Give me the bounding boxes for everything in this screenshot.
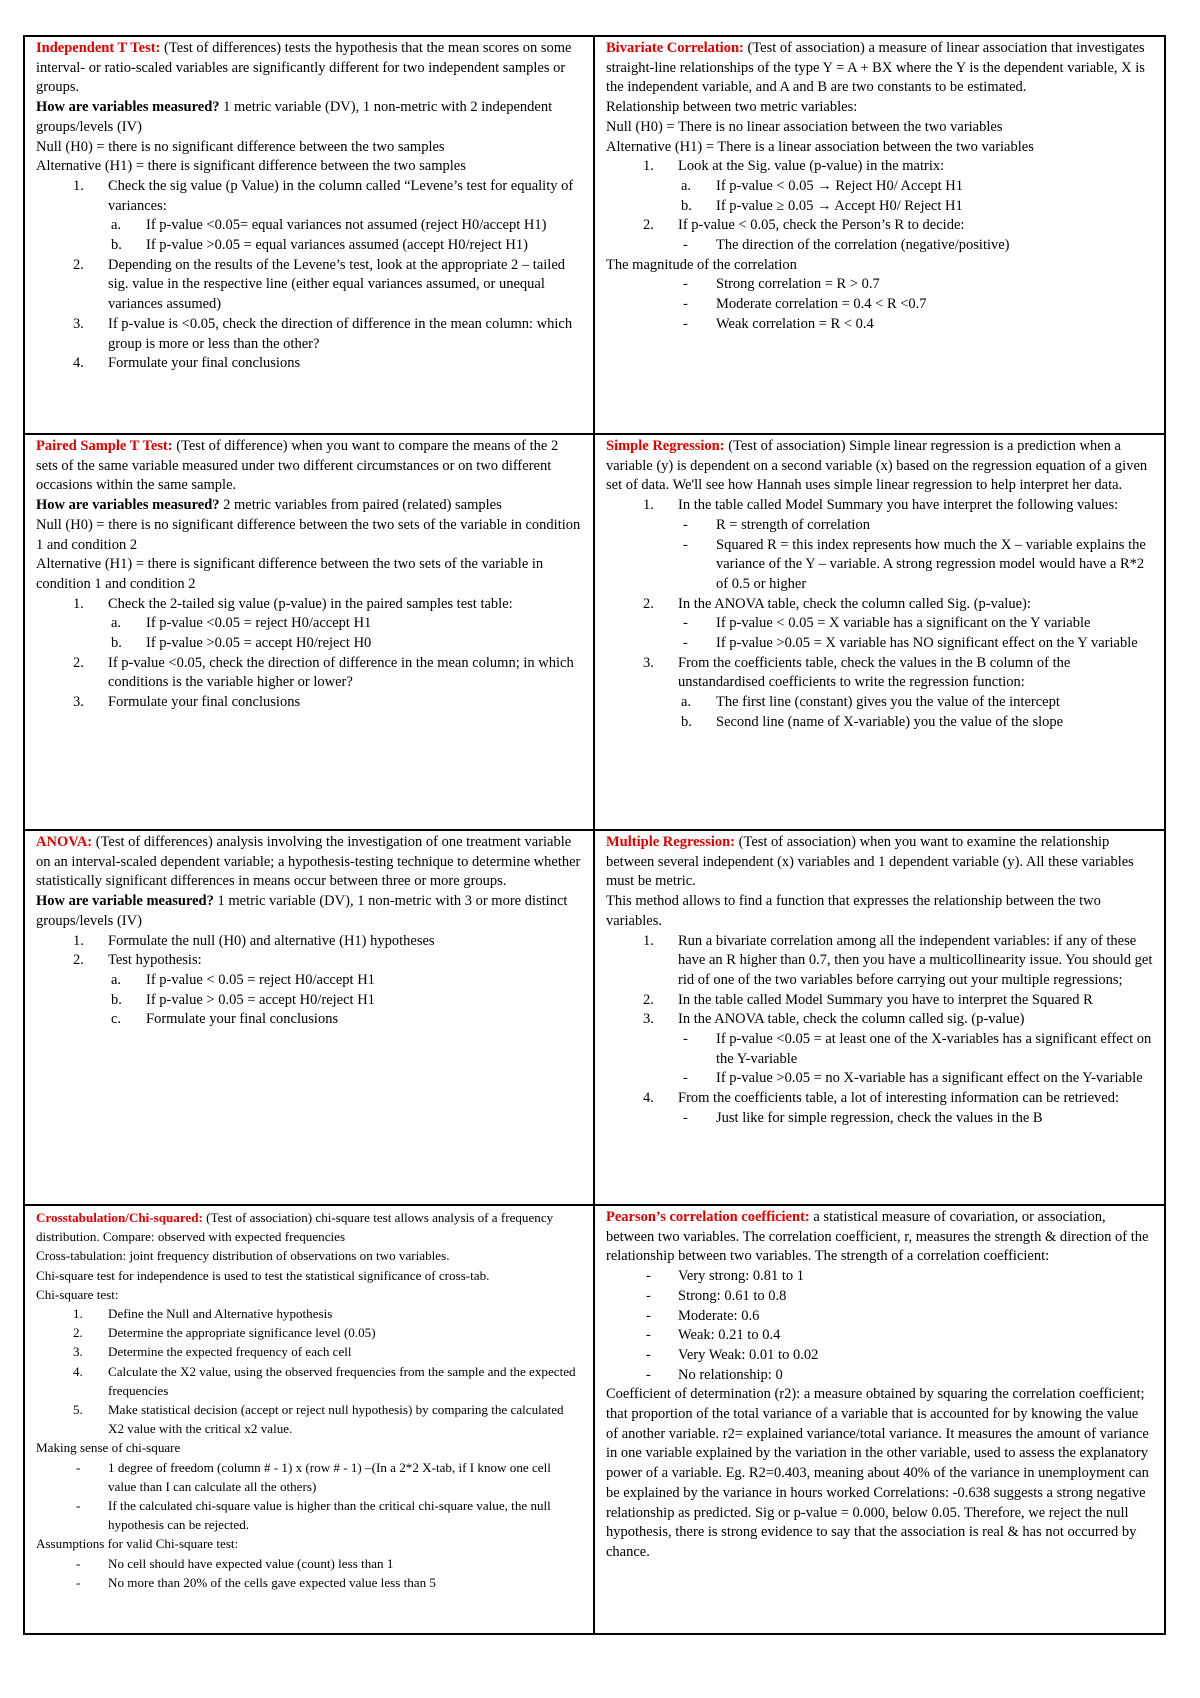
list-item: b. If p-value ≥ 0.05 → Accept H0/ Reject H1 [681, 197, 963, 214]
paired-t-measured: How are variables measured? 2 metric variables from paired (related) samples [36, 497, 502, 514]
anova-intro: ANOVA: (Test of differences) analysis involving the investigation of one treatment variable on an interval-scaled dependent variable; a hypothesis-testing technique to determine whether statistically significant differences in means occur between three or more groups. [36, 834, 581, 890]
crosstab-assumptions: Assumptions for valid Chi-square test: [36, 1536, 239, 1552]
bivariate-null: Null (H0) = There is no linear association between the two variables [606, 118, 1003, 135]
list-item: 1. Look at the Sig. value (p-value) in the matrix: [643, 158, 945, 175]
list-item: - Weak: 0.21 to 0.4 [646, 1327, 781, 1344]
list-item: b. Second line (name of X-variable) you the value of the slope [681, 713, 1064, 730]
independent-t-title: Independent T Test: [36, 40, 161, 56]
crosstab-independence: Chi-square test for independence is used to test the statistical significance of cross-tab. [36, 1267, 490, 1283]
list-item: - No more than 20% of the cells gave expected value less than 5 [76, 1574, 436, 1590]
bivariate-title: Bivariate Correlation: [606, 40, 744, 56]
list-item: - Moderate: 0.6 [646, 1307, 760, 1324]
bivariate-intro: Bivariate Correlation: (Test of association) a measure of linear association that investigates straight-line relationships of the type Y = A + BX where the Y is the dependent variable, X is the independent variable, and A and B are two constants to be estimated. [606, 40, 1145, 96]
anova-measured: How are variable measured? 1 metric variable (DV), 1 non-metric with 3 or more distinct groups/levels (IV) [36, 893, 568, 929]
list-item: - If p-value < 0.05 = X variable has a significant on the Y variable [683, 615, 1091, 632]
bivariate-magnitude: The magnitude of the correlation [606, 256, 797, 273]
independent-t-alt: Alternative (H1) = there is significant difference between the two samples [36, 158, 466, 175]
list-item: a. The first line (constant) gives you the value of the intercept [681, 694, 1060, 711]
list-item: 2. In the ANOVA table, check the column called Sig. (p-value): [643, 595, 1031, 612]
cheat-sheet-table [23, 35, 1166, 1635]
list-item: - Squared R = this index represents how much the X – variable explains the variance of the Y – variable. A strong regression model would have a R*2 of 0.5 or higher [683, 536, 1146, 592]
paired-t-test-cell [25, 435, 595, 831]
list-item: 2. In the table called Model Summary you have to interpret the Squared R [643, 991, 1093, 1008]
simple-reg-intro: Simple Regression: (Test of association) Simple linear regression is a prediction when a variable (y) is dependent on a second variable (x) based on the regression equation of a given set of data. We'll see how Hannah uses simple linear regression to help interpret her data. [606, 438, 1148, 494]
list-item: - If p-value >0.05 = no X-variable has a significant effect on the Y-variable [683, 1070, 1143, 1087]
list-item: c. Formulate your final conclusions [111, 1011, 339, 1028]
list-item: 4. Formulate your final conclusions [73, 355, 301, 372]
list-item: 1. Run a bivariate correlation among all the independent variables: if any of these have an R higher than 0.7, then you have a multicollinearity issue. You should get rid of one of the two variables before carrying out your multiple regressions; [643, 932, 1153, 988]
multiple-reg-intro: Multiple Regression: (Test of association) when you want to examine the relationship between several independent (x) variables and 1 dependent variable (y). All these variables must be metric. [606, 834, 1134, 890]
bivariate-alt: Alternative (H1) = There is a linear association between the two variables [606, 138, 1034, 155]
crosstab-title: Crosstabulation/Chi-squared: [36, 1210, 203, 1225]
list-item: - Just like for simple regression, check the values in the B [683, 1109, 1043, 1126]
independent-t-null: Null (H0) = there is no significant difference between the two samples [36, 138, 445, 155]
list-item: - R = strength of correlation [683, 516, 870, 533]
list-item: b. If p-value >0.05 = accept H0/reject H0 [111, 635, 372, 652]
list-item: - Moderate correlation = 0.4 < R <0.7 [683, 296, 927, 313]
bivariate-correlation-cell [595, 37, 1164, 435]
independent-t-test-cell [25, 37, 595, 435]
list-item: b. If p-value >0.05 = equal variances assumed (accept H0/reject H1) [111, 237, 528, 254]
simple-reg-title: Simple Regression: [606, 438, 725, 454]
bivariate-relationship: Relationship between two metric variables: [606, 99, 858, 116]
pearson-coefficient-determination: Coefficient of determination (r2): a measure obtained by squaring the correlation coefficient; that proportion of the total variance of a variable that is accounted for by knowing the value of another variable. r2= explained variance/total variance. It measures the amount of variance in one variable explained by the variation in the other variable, used to assess the explanatory power of a variable. Eg. R2=0.403, meaning about 40% of the variance in unemployment can be explained by the variance in hours worked Correlations: -0.638 suggests a strong negative relationship as predicted. Sig or p-value = 0.000, below 0.05. Therefore, we reject the null hypothesis, there is strong evidence to say that the association is real & has not occurred by chance. [606, 1386, 1149, 1560]
list-item: - Very strong: 0.81 to 1 [646, 1268, 805, 1285]
list-item: 2. Depending on the results of the Levene’s test, look at the appropriate 2 – tailed sig. value in the respective line (either equal variances assumed, or unequal variances assumed) [73, 256, 566, 313]
list-item: 3. If p-value is <0.05, check the direction of difference in the mean column: which group is more or less than the other? [73, 315, 573, 352]
list-item: 3. In the ANOVA table, check the column called sig. (p-value) [643, 1011, 1025, 1028]
independent-t-measured: How are variables measured? 1 metric variable (DV), 1 non-metric with 2 independent groups/levels (IV) [36, 99, 553, 135]
list-item: - If the calculated chi-square value is higher than the critical chi-square value, the null hypothesis can be rejected. [76, 1498, 551, 1533]
crosstab-making-sense: Making sense of chi-square [36, 1440, 181, 1456]
independent-t-intro: Independent T Test: (Test of differences) tests the hypothesis that the mean scores on some interval- or ratio-scaled variables are significantly different for two independent samples or groups. [36, 40, 572, 96]
pearson-title: Pearson’s correlation coefficient: [606, 1209, 810, 1225]
list-item: - No relationship: 0 [646, 1366, 783, 1383]
list-item: 2. Test hypothesis: [73, 952, 202, 969]
list-item: 1. Formulate the null (H0) and alternative (H1) hypotheses [73, 932, 435, 949]
list-item: a. If p-value <0.05 = reject H0/accept H1 [111, 615, 372, 632]
list-item: - No cell should have expected value (count) less than 1 [76, 1555, 394, 1571]
pearson-correlation-cell [595, 1206, 1164, 1633]
list-item: - Very Weak: 0.01 to 0.02 [646, 1346, 819, 1363]
paired-t-title: Paired Sample T Test: [36, 438, 173, 454]
list-item: 1. In the table called Model Summary you have interpret the following values: [643, 497, 1119, 514]
crosstab-definition: Cross-tabulation: joint frequency distribution of observations on two variables. [36, 1248, 450, 1264]
list-item: 1. Check the sig value (p Value) in the column called “Levene’s test for equality of variances: [73, 177, 574, 214]
multiple-reg-method: This method allows to find a function that expresses the relationship between the two variables. [606, 893, 1101, 929]
pearson-intro: Pearson’s correlation coefficient: a statistical measure of covariation, or association, between two variables. The correlation coefficient, r, measures the strength & direction of the relationship between two variables. The strength of a correlation coefficient: [606, 1209, 1149, 1265]
list-item: a. If p-value < 0.05 = reject H0/accept H1 [111, 971, 375, 988]
list-item: a. If p-value <0.05= equal variances not assumed (reject H0/accept H1) [111, 217, 547, 234]
list-item: 2. If p-value < 0.05, check the Person’s R to decide: [643, 217, 965, 234]
simple-regression-cell [595, 435, 1164, 831]
list-item: a. If p-value < 0.05 → Reject H0/ Accept H1 [681, 177, 963, 194]
list-item: b. If p-value > 0.05 = accept H0/reject H1 [111, 991, 375, 1008]
list-item: 3. Determine the expected frequency of each cell [73, 1344, 352, 1360]
list-item: - Strong correlation = R > 0.7 [683, 276, 880, 293]
multiple-regression-cell [595, 831, 1164, 1206]
list-item: - The direction of the correlation (negative/positive) [683, 237, 1010, 254]
paired-t-null: Null (H0) = there is no significant difference between the two sets of the variable in condition 1 and condition 2 [36, 516, 581, 553]
list-item: 3. From the coefficients table, check the values in the B column of the unstandardised coefficients to write the regression function: [643, 654, 1071, 691]
list-item: 1. Check the 2-tailed sig value (p-value) in the paired samples test table: [73, 595, 513, 612]
list-item: - If p-value <0.05 = at least one of the X-variables has a significant effect on the Y-variable [683, 1031, 1152, 1067]
list-item: 2. If p-value <0.05, check the direction of difference in the mean column; in which conditions is the variable higher or lower? [73, 654, 574, 691]
list-item: - If p-value >0.05 = X variable has NO significant effect on the Y variable [683, 635, 1138, 652]
list-item: - Strong: 0.61 to 0.8 [646, 1287, 787, 1304]
crosstab-intro: Crosstabulation/Chi-squared: (Test of association) chi-square test allows analysis of a frequency distribution. Compare: observed with expected frequencies [36, 1210, 554, 1245]
paired-t-intro: Paired Sample T Test: (Test of difference) when you want to compare the means of the 2 sets of the same variable measured under two different circumstances or on two different occasions within the same sample. [36, 438, 559, 494]
paired-t-alt: Alternative (H1) = there is significant difference between the two sets of the variable in condition 1 and condition 2 [36, 556, 544, 592]
list-item: 2. Determine the appropriate significance level (0.05) [73, 1325, 376, 1341]
list-item: - Weak correlation = R < 0.4 [683, 315, 874, 332]
list-item: 1. Define the Null and Alternative hypothesis [73, 1306, 333, 1322]
anova-title: ANOVA: [36, 834, 93, 850]
list-item: 4. Calculate the X2 value, using the observed frequencies from the sample and the expected frequencies [73, 1363, 576, 1398]
list-item: 3. Formulate your final conclusions [73, 694, 301, 711]
list-item: - 1 degree of freedom (column # - 1) x (row # - 1) –(In a 2*2 X-tab, if I know one cell value than I can calculate all the others) [76, 1459, 551, 1494]
list-item: 4. From the coefficients table, a lot of interesting information can be retrieved: [643, 1090, 1120, 1107]
crosstab-chi-squared-cell [25, 1206, 595, 1633]
anova-cell [25, 831, 595, 1206]
list-item: 5. Make statistical decision (accept or reject null hypothesis) by comparing the calculated X2 value with the critical x2 value. [73, 1402, 564, 1437]
multiple-reg-title: Multiple Regression: [606, 834, 736, 850]
crosstab-test-heading: Chi-square test: [36, 1286, 119, 1302]
